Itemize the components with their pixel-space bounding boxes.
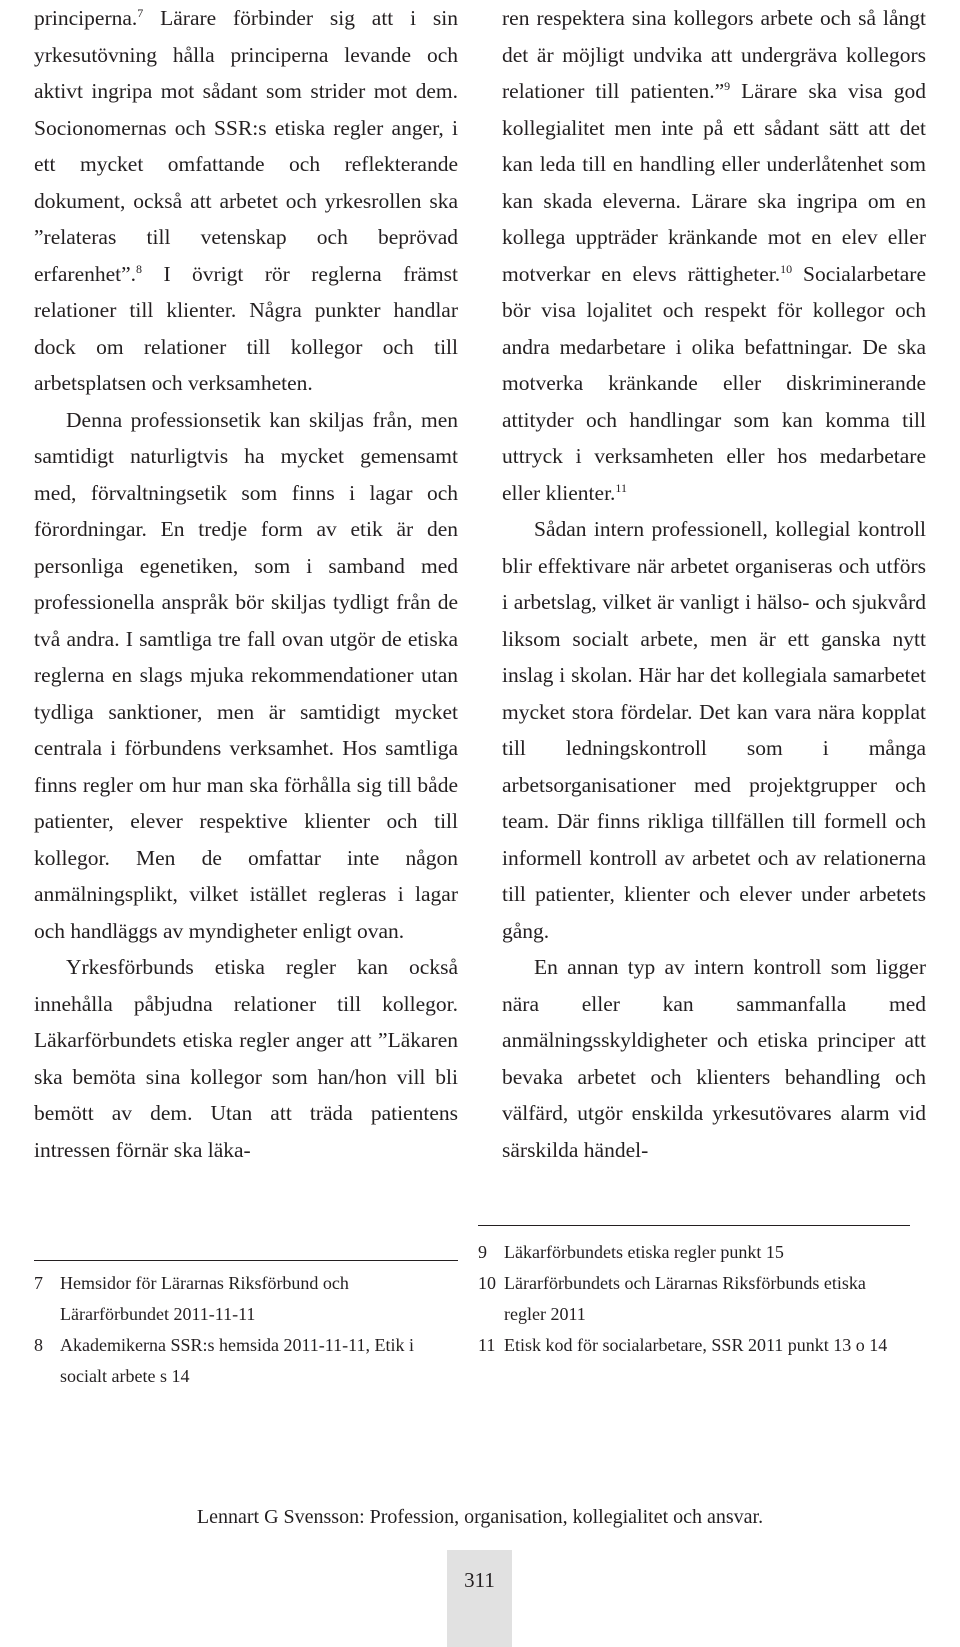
footnote-ref: 11	[615, 480, 627, 495]
footnote-text: Etisk kod för socialarbetare, SSR 2011 punkt 13 o 14	[504, 1335, 888, 1355]
page-number-box	[447, 1550, 512, 1647]
footnote-number: 9	[478, 1242, 487, 1262]
footnote-rule	[34, 1260, 458, 1261]
footnote-number: 10	[478, 1273, 496, 1293]
page-number: 311	[464, 1568, 495, 1592]
right-column	[502, 0, 926, 1168]
running-footer: Lennart G Svensson: Profession, organisation, kollegialitet och ansvar.	[196, 1506, 764, 1528]
footnote-rule	[478, 1225, 910, 1226]
footnote	[34, 1330, 458, 1392]
text-run: Socialarbetare bör visa lojalitet och respekt för kollegor och andra medarbetare i olika befattningar. De ska motverka kränkande eller diskriminerande attityder och handlingar som kan komma till uttryck i verksamheten eller hos medarbetare eller klienter.	[502, 261, 926, 505]
footnote	[34, 1268, 458, 1330]
paragraph: Yrkesförbunds etiska regler kan också innehålla påbjudna relationer till kollegor. Läkarförbundets etiska regler anger att ”Läkaren ska bemöta sina kollegor som han/hon vill bli bemött av dem. Utan att träda patientens intressen förnär ska läka-	[34, 955, 458, 1162]
left-column	[34, 0, 458, 1168]
text-run: ren respektera sina kollegors arbete och så långt det är möjligt undvika att undergräva kollegors relationer till patienten.”	[502, 6, 926, 103]
paragraph: En annan typ av intern kontroll som ligger nära eller kan sammanfalla med anmälningsskyldigheter och etiska principer att bevaka arbetet och klienters behandling och välfärd, utgör enskilda yrkesutövares alarm vid särskilda händel-	[502, 955, 926, 1162]
footnote-text: Hemsidor för Lärarnas Riksförbund och Lärarförbundet 2011-11-11	[60, 1273, 349, 1324]
footnote	[478, 1330, 910, 1361]
footnote	[478, 1237, 910, 1268]
footnote-number: 7	[34, 1273, 43, 1293]
footnote-ref: 10	[780, 261, 793, 276]
text-run: Lärare ska visa god kollegialitet men inte på ett sådant sätt att det kan leda till en handling eller underlåtenhet som kan skada eleverna. Lärare ska ingripa om en kollega uppträder kränkande mot en elev eller motverkar en elevs rättigheter.	[502, 79, 926, 286]
paragraph: Denna professionsetik kan skiljas från, men samtidigt naturligtvis ha mycket gemensamt med, förvaltningsetik som finns i lagar och förordningar. En tredje form av etik är den personliga egenetiken, som i samband med professionella anspråk bör skiljas tydligt från de två andra. I samtliga tre fall ovan utgör de etiska reglerna en slags mjuka rekommendationer utan tydliga sanktioner, men är samtidigt mycket centrala i förbundens verksamhet. Hos samtliga finns regler om hur man ska förhålla sig till både patienter, elever respektive klienter och till kollegor. Men de omfattar inte någon anmälningsplikt, vilket istället regleras i lagar och handläggs av myndigheter enligt ovan.	[34, 407, 458, 943]
footnotes-left	[34, 1268, 458, 1392]
footnote-number: 8	[34, 1335, 43, 1355]
footnote-ref: 8	[136, 261, 143, 276]
paragraph	[502, 0, 926, 511]
paragraph: Sådan intern professionell, kollegial kontroll blir effektivare när arbetet organiseras och utförs i arbetslag, vilket är vanligt i hälso- och sjukvård liksom socialt arbete, men är ett ganska nytt inslag i skolan. Här har det kollegiala samarbetet mycket stora fördelar. Det kan vara nära kopplat till ledningskontroll som i många arbetsorganisationer med projektgrupper och team. Där finns rikliga tillfällen till formell och informell kontroll av arbetet och av relationerna till patienter, klienter och elever under arbetets gång.	[502, 517, 926, 943]
footnote-number: 11	[478, 1335, 496, 1355]
text-run: principerna.	[34, 6, 138, 30]
footnote-text: Akademikerna SSR:s hemsida 2011-11-11, Etik i socialt arbete s 14	[60, 1335, 414, 1386]
paragraph	[34, 0, 458, 402]
footnote-text: Läkarförbundets etiska regler punkt 15	[504, 1242, 784, 1262]
footnotes-right	[478, 1237, 910, 1361]
footnote-text: Lärarförbundets och Lärarnas Riksförbunds etiska regler 2011	[504, 1273, 866, 1324]
text-run: Lärare förbinder sig att i sin yrkesutövning hålla principerna levande och aktivt ingripa mot sådant som strider mot dem. Socionomernas och SSR:s etiska regler anger, i ett mycket omfattande och reflekterande dokument, också att arbetet och yrkesrollen ska ”relateras till vetenskap och beprövad erfarenhet”.	[34, 6, 458, 286]
footnote-ref: 7	[137, 5, 144, 20]
footnote	[478, 1268, 910, 1330]
text-run: I övrigt rör reglerna främst relationer till klienter. Några punkter handlar dock om relationer till kollegor och till arbetsplatsen och verksamheten.	[34, 261, 458, 395]
footnote-ref: 9	[724, 78, 731, 93]
